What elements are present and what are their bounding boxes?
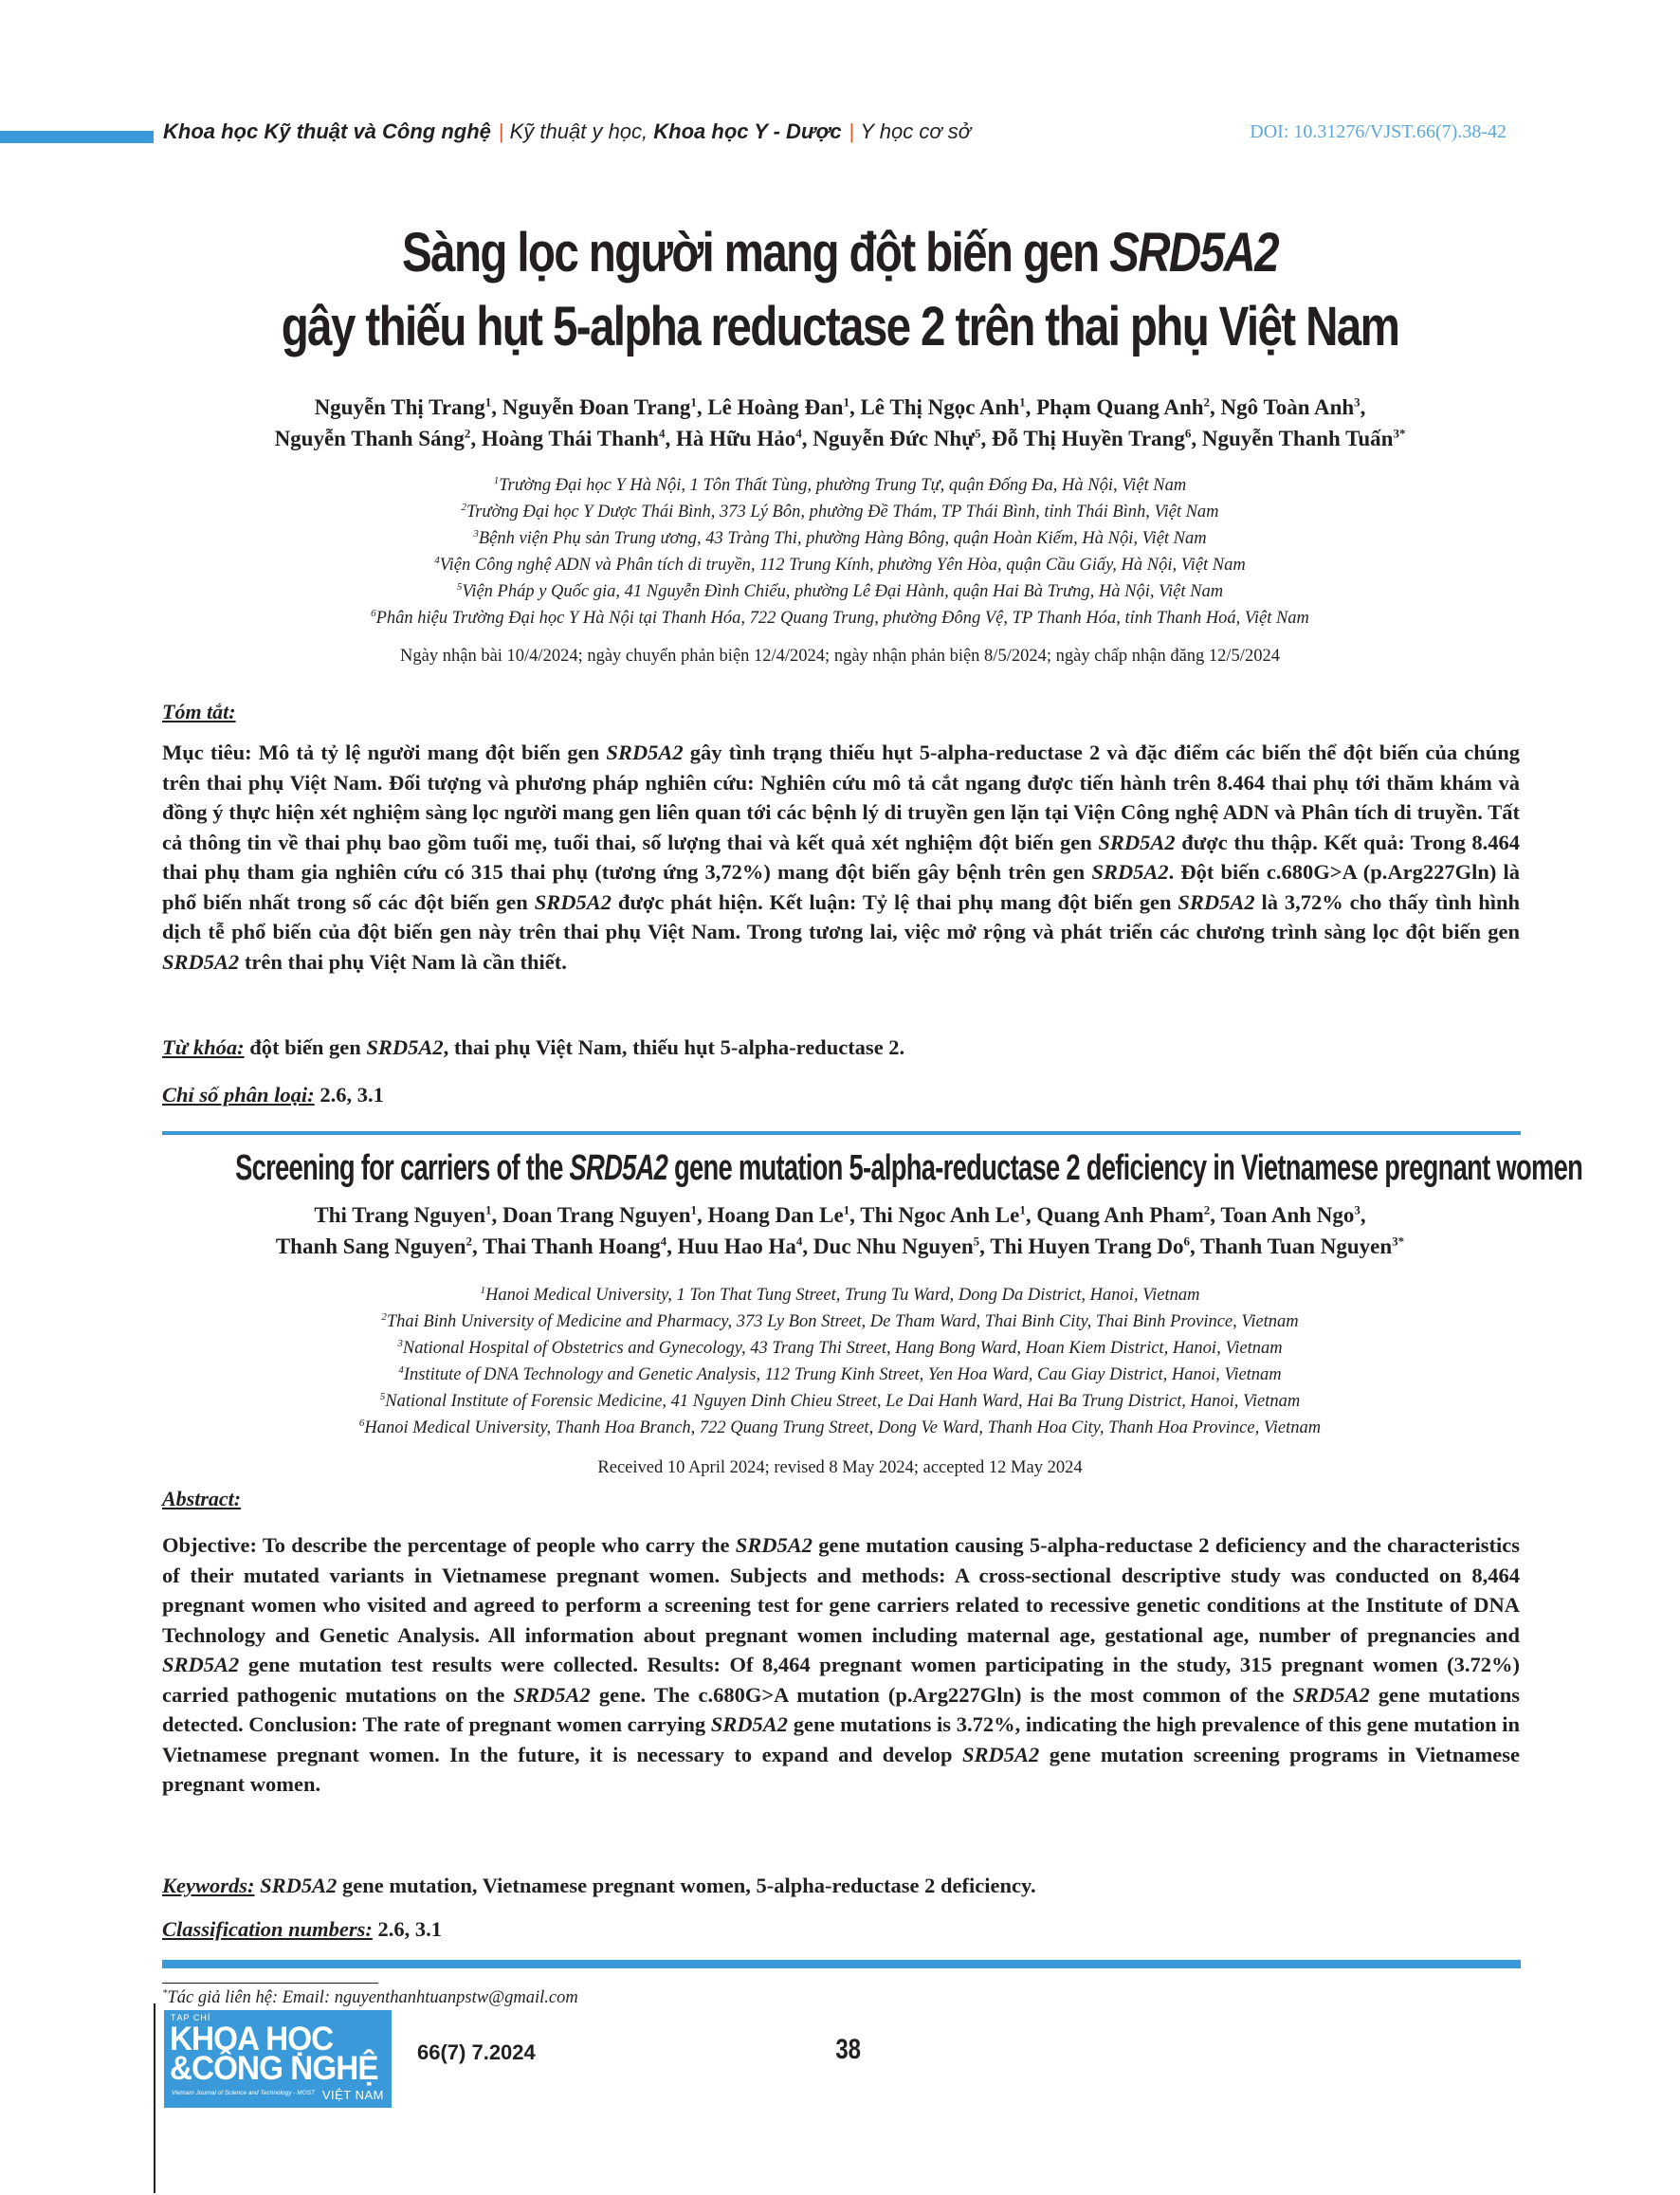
journal-section-label: Khoa học Kỹ thuật và Công nghệ | Kỹ thuật y học, Khoa học Y - Dược | Y học cơ sở [163,119,972,143]
footer-vertical-rule [154,2003,155,2193]
classification-en: Classification numbers: 2.6, 3.1 [162,1917,443,1941]
page-number: 38 [835,2034,862,2065]
keywords-vi: Từ khóa: đột biến gen SRD5A2, thai phụ Việt Nam, thiếu hụt 5-alpha-reductase 2. [162,1035,905,1059]
submission-dates-vi: Ngày nhận bài 10/4/2024; ngày chuyển phản biện 12/4/2024; ngày nhận phản biện 8/5/2024; ngày chấp nhận đăng 12/5/2024 [400,647,1280,666]
affiliation: $^3$National Hospital of Obstetrics and Gynecology, 43 Trang Thi Street, Hang Bong Ward, Hoan Kiem District, Hanoi, Vietnam [397,1337,1283,1358]
affiliation: $^1$Trường Đại học Y Hà Nội, 1 Tôn Thất Tùng, phường Trung Tự, quận Đống Đa, Hà Nội, Việt Nam [493,474,1187,495]
footnote-rule [162,1983,378,1984]
affiliation: $^5$Viện Pháp y Quốc gia, 41 Nguyễn Đình Chiểu, phường Lê Đại Hành, quận Hai Bà Trưng, Hà Nội, Việt Nam [456,580,1224,601]
header-accent-bar [0,131,154,143]
article-title-en: Screening for carriers of the SRD5A2 gene mutation 5-alpha-reductase 2 deficiency in Vietnamese pregnant women [235,1148,1583,1188]
affiliation: $^6$Phân hiệu Trường Đại học Y Hà Nội tại Thanh Hóa, 722 Quang Trung, phường Đông Vệ, TP Thanh Hóa, tỉnh Thanh Hoá, Việt Nam [371,607,1309,628]
affiliations-vi [0,472,1680,631]
affiliations-en [0,1282,1680,1441]
abstract-vi: Mục tiêu: Mô tả tỷ lệ người mang đột biến gen SRD5A2 gây tình trạng thiếu hụt 5-alpha-reductase 2 và đặc điểm các biến thể đột biến của chúng trên thai phụ Việt Nam. Đối tượng và phương pháp nghiên cứu: Nghiên cứu mô tả cắt ngang được tiến hành trên 8.464 thai phụ tới thăm khám và đồng ý thực hiện xét nghiệm sàng lọc người mang gen liên quan tới các bệnh lý di truyền gen lặn tại Viện Công nghệ ADN và Phân tích di truyền. Tất cả thông tin về thai phụ bao gồm tuổi mẹ, tuổi thai, số lượng thai và kết quả xét nghiệm đột biến gen SRD5A2 được thu thập. Kết quả: Trong 8.464 thai phụ tham gia nghiên cứu có 315 thai phụ (tương ứng 3,72%) mang đột biến gây bệnh trên gen SRD5A2. Đột biến c.680G>A (p.Arg227Gln) là phổ biến nhất trong số các đột biến gen SRD5A2 được phát hiện. Kết luận: Tỷ lệ thai phụ mang đột biến gen SRD5A2 là 3,72% cho thấy tình hình dịch tễ phổ biến của đột biến gen này trên thai phụ Việt Nam. Trong tương lai, việc mở rộng và phát triển các chương trình sàng lọc đột biến gen SRD5A2 trên thai phụ Việt Nam là cần thiết. [162,741,1521,974]
running-header [0,119,1680,148]
author-list-vi: Nguyễn Thị Trang$^1$, Nguyễn Đoan Trang$^1$, Lê Hoàng Đan$^1$, Lê Thị Ngọc Anh$^1$, Phạm Quang Anh$^2$, Ngô Toàn Anh$^3$, Nguyễn Thanh Sáng$^2$, Hoàng Thái Thanh$^4$, Hà Hữu Hảo$^4$, Nguyễn Đức Nhự$^5$, Đỗ Thị Huyền Trang$^6$, Nguyễn Thanh Tuấn$^{3*}$ [274,394,1406,450]
affiliation: $^5$National Institute of Forensic Medicine, 41 Nguyen Dinh Chieu Street, Le Dai Hanh Ward, Hai Ba Trung District, Hanoi, Vietnam [379,1390,1301,1411]
affiliation: $^1$Hanoi Medical University, 1 Ton That Tung Street, Trung Tu Ward, Dong Da District, Hanoi, Vietnam [480,1284,1200,1305]
article-title-vi: Sàng lọc người mang đột biến gen SRD5A2 gây thiếu hụt 5-alpha reductase 2 trên thai phụ Việt Nam [281,222,1399,357]
abstract-label-en: Abstract: [162,1487,242,1510]
affiliation: $^4$Institute of DNA Technology and Genetic Analysis, 112 Trung Kinh Street, Yen Hoa Ward, Cau Giay District, Hanoi, Vietnam [398,1363,1282,1384]
submission-dates-en: Received 10 April 2024; revised 8 May 2024; accepted 12 May 2024 [597,1458,1083,1477]
journal-logo: TẠP CHÍ KHOA HỌC &CÔNG NGHỆ Vietnam Journal of Science and Technology - MOST VIỆT NAM [164,2010,392,2108]
corresponding-author-footnote: *Tác giả liên hệ: Email: nguyenthanhtuanpstw@gmail.com [162,1986,578,2007]
abstract-label-vi: Tóm tắt: [162,700,236,723]
section-divider [162,1131,1521,1135]
footer-divider [162,1960,1521,1968]
author-list-en: Thi Trang Nguyen$^1$, Doan Trang Nguyen$^1$, Hoang Dan Le$^1$, Thi Ngoc Anh Le$^1$, Quang Anh Pham$^2$, Toan Anh Ngo$^3$, Thanh Sang Nguyen$^2$, Thai Thanh Hoang$^4$, Huu Hao Ha$^4$, Duc Nhu Nguyen$^5$, Thi Huyen Trang Do$^6$, Thanh Tuan Nguyen$^{3*}$ [275,1202,1405,1258]
affiliation: $^4$Viện Công nghệ ADN và Phân tích di truyền, 112 Trung Kính, phường Yên Hòa, quận Cầu Giấy, Hà Nội, Việt Nam [434,554,1246,575]
issue-number: 66(7) 7.2024 [417,2040,536,2064]
affiliation: $^6$Hanoi Medical University, Thanh Hoa Branch, 722 Quang Trung Street, Dong Ve Ward, Thanh Hoa City, Thanh Hoa Province, Vietnam [358,1417,1322,1437]
affiliation: $^2$Trường Đại học Y Dược Thái Bình, 373 Lý Bôn, phường Đề Thám, TP Thái Bình, tỉnh Thái Bình, Việt Nam [461,501,1219,521]
classification-vi: Chỉ số phân loại: 2.6, 3.1 [162,1083,384,1107]
affiliation: $^2$Thai Binh University of Medicine and Pharmacy, 373 Ly Bon Street, De Tham Ward, Thai Binh City, Thai Binh Province, Vietnam [381,1310,1299,1331]
keywords-en: Keywords: SRD5A2 gene mutation, Vietnamese pregnant women, 5-alpha-reductase 2 deficiency. [162,1874,1036,1897]
abstract-en: Objective: To describe the percentage of people who carry the SRD5A2 gene mutation causing 5-alpha-reductase 2 deficiency and the characteristics of their mutated variants in Vietnamese pregnant women. Subjects and methods: A cross-sectional descriptive study was conducted on 8,464 pregnant women who visited and agreed to perform a screening test for gene carriers related to recessive genetic conditions at the Institute of DNA Technology and Genetic Analysis. All information about pregnant women including maternal age, gestational age, number of pregnancies and SRD5A2 gene mutation test results were collected. Results: Of 8,464 pregnant women participating in the study, 315 pregnant women (3.72%) carried pathogenic mutations on the SRD5A2 gene. The c.680G>A mutation (p.Arg227Gln) is the most common of the SRD5A2 gene mutations detected. Conclusion: The rate of pregnant women carrying SRD5A2 gene mutations is 3.72%, indicating the high prevalence of this gene mutation in Vietnamese pregnant women. In the future, it is necessary to expand and develop SRD5A2 gene mutation screening programs in Vietnamese pregnant women. [162,1533,1521,1796]
affiliation: $^3$Bệnh viện Phụ sản Trung ương, 43 Tràng Thi, phường Hàng Bông, quận Hoàn Kiếm, Hà Nội, Việt Nam [473,527,1207,548]
doi-link[interactable]: DOI: 10.31276/VJST.66(7).38-42 [1250,121,1507,142]
